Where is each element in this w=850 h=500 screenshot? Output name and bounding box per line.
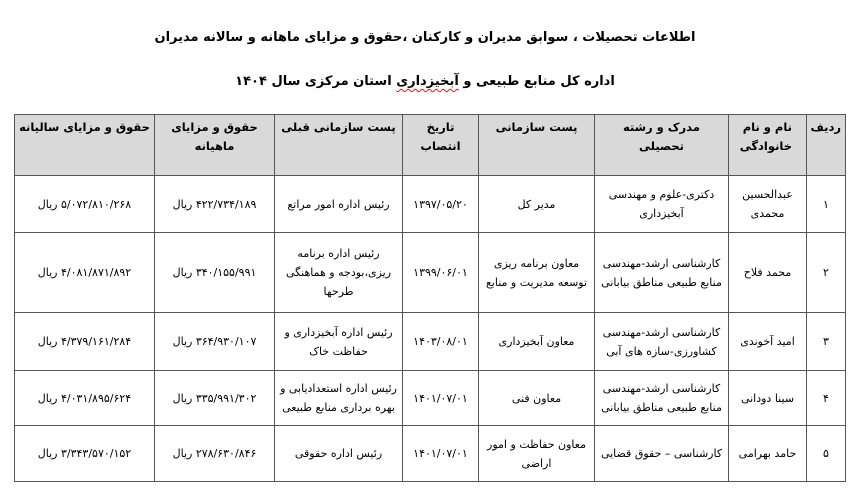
header-degree: مدرک و رشته تحصیلی bbox=[595, 115, 729, 176]
table-row bbox=[15, 233, 846, 313]
cell-annual-pay: ۴/۳۷۹/۱۶۱/۲۸۴ ریال bbox=[15, 313, 155, 371]
cell-annual-pay: ۴/۰۳۱/۸۹۵/۶۲۴ ریال bbox=[15, 371, 155, 426]
cell-degree: کارشناسی ارشد-مهندسی کشاورزی-سازه های آبی bbox=[595, 313, 729, 371]
cell-appointment-date: ۱۴۰۱/۰۷/۰۱ bbox=[403, 426, 479, 482]
cell-position: معاون حفاظت و امور اراضی bbox=[479, 426, 595, 482]
header-position: پست سازمانی bbox=[479, 115, 595, 176]
cell-row-no: ۵ bbox=[807, 426, 846, 482]
document-title: اطلاعات تحصیلات ، سوابق مدیران و کارکنان ،حقوق و مزایای ماهانه و سالانه مدیران bbox=[154, 30, 696, 45]
header-previous-position: پست سازمانی قبلی bbox=[275, 115, 403, 176]
cell-appointment-date: ۱۴۰۱/۰۷/۰۱ bbox=[403, 371, 479, 426]
table-row bbox=[15, 426, 846, 482]
cell-position: معاون فنی bbox=[479, 371, 595, 426]
cell-name: امید آخوندی bbox=[729, 313, 807, 371]
cell-monthly-pay: ۲۷۸/۶۳۰/۸۴۶ ریال bbox=[155, 426, 275, 482]
header-name: نام و نام خانوادگی bbox=[729, 115, 807, 176]
cell-previous-position: رئیس اداره استعدادیابی و بهره برداری منابع طبیعی bbox=[275, 371, 403, 426]
header-annual-pay: حقوق و مزایای سالیانه bbox=[15, 115, 155, 176]
cell-previous-position: رئیس اداره آبخیزداری و حفاظت خاک bbox=[275, 313, 403, 371]
cell-position: معاون آبخیزداری bbox=[479, 313, 595, 371]
cell-annual-pay: ۴/۰۸۱/۸۷۱/۸۹۲ ریال bbox=[15, 233, 155, 313]
cell-monthly-pay: ۳۴۰/۱۵۵/۹۹۱ ریال bbox=[155, 233, 275, 313]
table-header-row bbox=[15, 115, 846, 176]
subtitle-spellcheck-word: آبخیزداری bbox=[396, 74, 459, 89]
cell-appointment-date: ۱۳۹۹/۰۶/۰۱ bbox=[403, 233, 479, 313]
cell-row-no: ۲ bbox=[807, 233, 846, 313]
cell-previous-position: رئیس اداره برنامه ریزی،بودجه و هماهنگی طرحها bbox=[275, 233, 403, 313]
header-monthly-pay: حقوق و مزایای ماهیانه bbox=[155, 115, 275, 176]
subtitle-suffix: استان مرکزی سال ۱۴۰۴ bbox=[235, 74, 397, 89]
header-appointment-date: تاریخ انتصاب bbox=[403, 115, 479, 176]
cell-monthly-pay: ۴۲۲/۷۳۴/۱۸۹ ریال bbox=[155, 176, 275, 233]
cell-monthly-pay: ۳۳۵/۹۹۱/۳۰۲ ریال bbox=[155, 371, 275, 426]
cell-monthly-pay: ۳۶۴/۹۳۰/۱۰۷ ریال bbox=[155, 313, 275, 371]
cell-degree: دکتری-علوم و مهندسی آبخیزداری bbox=[595, 176, 729, 233]
cell-name: محمد فلاح bbox=[729, 233, 807, 313]
cell-row-no: ۴ bbox=[807, 371, 846, 426]
managers-table bbox=[14, 114, 846, 482]
cell-previous-position: رئیس اداره حقوقی bbox=[275, 426, 403, 482]
cell-name: حامد بهرامی bbox=[729, 426, 807, 482]
cell-row-no: ۱ bbox=[807, 176, 846, 233]
cell-degree: کارشناسی ارشد-مهندسی منابع طبیعی مناطق بیابانی bbox=[595, 233, 729, 313]
cell-previous-position: رئیس اداره امور مراتع bbox=[275, 176, 403, 233]
table-row bbox=[15, 176, 846, 233]
cell-degree: کارشناسی ارشد-مهندسی منابع طبیعی مناطق بیابانی bbox=[595, 371, 729, 426]
cell-position: مدیر کل bbox=[479, 176, 595, 233]
cell-appointment-date: ۱۴۰۳/۰۸/۰۱ bbox=[403, 313, 479, 371]
cell-degree: کارشناسی – حقوق قضایی bbox=[595, 426, 729, 482]
document-subtitle bbox=[0, 74, 850, 89]
subtitle-prefix: اداره کل منابع طبیعی و bbox=[458, 74, 615, 89]
table-row bbox=[15, 371, 846, 426]
cell-annual-pay: ۵/۰۷۲/۸۱۰/۲۶۸ ریال bbox=[15, 176, 155, 233]
cell-position: معاون برنامه ریزی توسعه مدیریت و منابع bbox=[479, 233, 595, 313]
cell-annual-pay: ۳/۳۴۳/۵۷۰/۱۵۲ ریال bbox=[15, 426, 155, 482]
cell-name: سینا دودانی bbox=[729, 371, 807, 426]
cell-appointment-date: ۱۳۹۷/۰۵/۲۰ bbox=[403, 176, 479, 233]
cell-name: عبدالحسین محمدی bbox=[729, 176, 807, 233]
cell-row-no: ۳ bbox=[807, 313, 846, 371]
header-row-no: ردیف bbox=[807, 115, 846, 176]
table-row bbox=[15, 313, 846, 371]
